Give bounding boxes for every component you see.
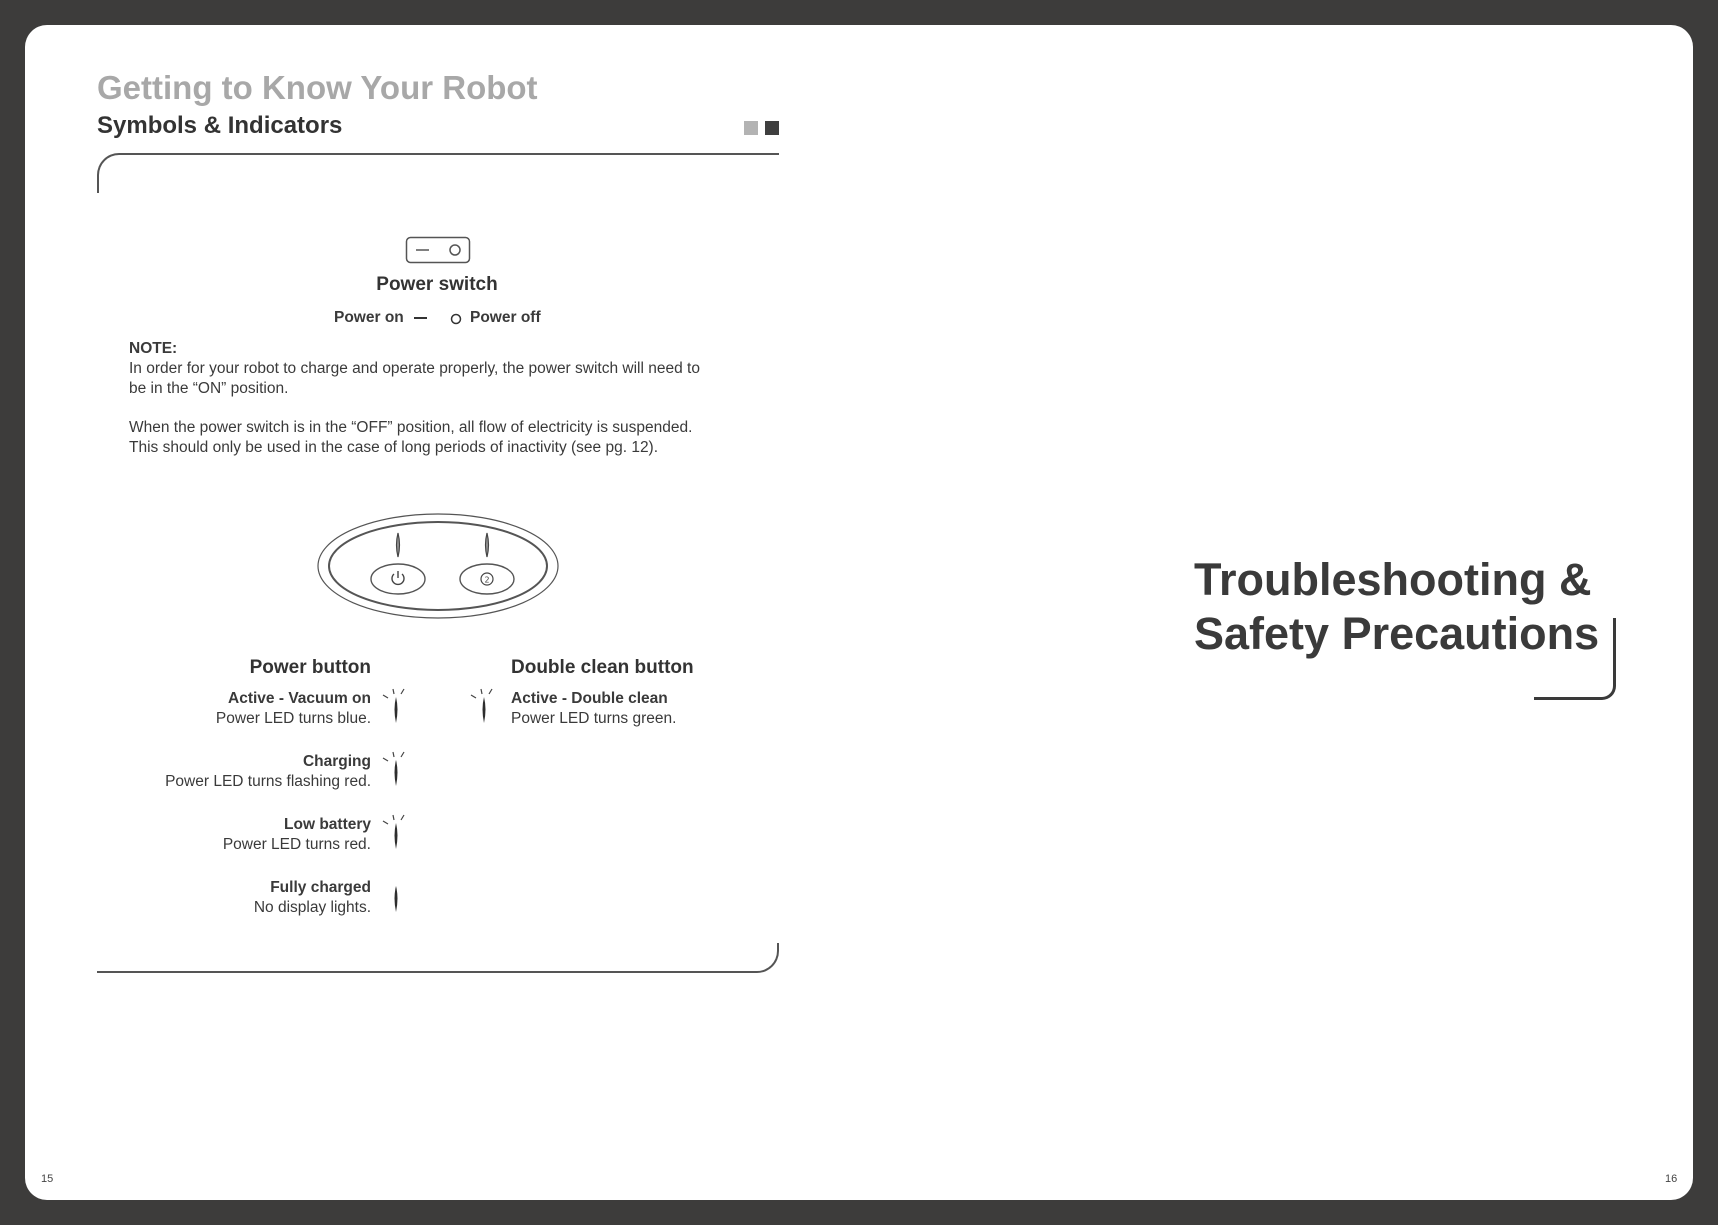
- led-lit-icon: [380, 685, 408, 725]
- power-switch-title: Power switch: [376, 274, 498, 295]
- state-low-battery-description: Power LED turns red.: [222, 836, 371, 853]
- content-frame-top: [97, 153, 779, 193]
- state-active-vacuum-heading: Active - Vacuum on: [228, 690, 371, 707]
- led-off-icon: [380, 874, 408, 914]
- state-active-vacuum-description: Power LED turns blue.: [215, 710, 371, 727]
- led-red-icon: [380, 811, 408, 851]
- state-double-clean-heading: Active - Double clean: [511, 690, 668, 707]
- right-page-title-line-1: Troubleshooting &: [1194, 554, 1592, 605]
- svg-text:2: 2: [484, 575, 490, 585]
- manual-spread: [25, 25, 1693, 1200]
- power-button-title: Power button: [249, 657, 371, 678]
- state-charging-description: Power LED turns flashing red.: [165, 773, 371, 790]
- power-off-label: Power off: [470, 309, 541, 326]
- header-square-light: [744, 121, 758, 135]
- double-clean-button-title: Double clean button: [511, 657, 694, 678]
- page-number-left: 15: [41, 1173, 54, 1185]
- state-fully-charged-heading: Fully charged: [270, 879, 371, 896]
- state-charging-heading: Charging: [302, 753, 371, 770]
- power-on-dash-icon: [414, 317, 427, 319]
- page-number-right: 16: [1665, 1173, 1678, 1185]
- note-paragraph-2-line-1: When the power switch is in the “OFF” position, all flow of electricity is suspended.: [129, 419, 693, 436]
- state-double-clean-description: Power LED turns green.: [511, 710, 677, 727]
- led-flashing-icon: [380, 748, 408, 788]
- state-low-battery-heading: Low battery: [284, 816, 371, 833]
- state-fully-charged-description: No display lights.: [253, 899, 371, 916]
- power-switch-icon: [405, 236, 471, 264]
- chapter-title: Getting to Know Your Robot: [97, 69, 538, 106]
- control-panel-illustration: [315, 511, 561, 621]
- note-paragraph-1-line-1: In order for your robot to charge and operate properly, the power switch will need to: [129, 360, 700, 377]
- note-paragraph-1-line-2: be in the “ON” position.: [129, 380, 289, 397]
- right-page-title-line-2: Safety Precautions: [1194, 608, 1600, 659]
- section-title: Symbols & Indicators: [97, 112, 343, 139]
- note-heading: NOTE:: [129, 340, 178, 357]
- note-paragraph-2-line-2: This should only be used in the case of long periods of inactivity (see pg. 12).: [129, 439, 659, 456]
- led-green-icon: [468, 685, 496, 725]
- power-off-circle-icon: [450, 313, 462, 325]
- title-corner-decoration: [1534, 618, 1616, 700]
- content-frame-bottom: [97, 943, 779, 973]
- power-on-label: Power on: [334, 309, 404, 326]
- header-square-dark: [765, 121, 779, 135]
